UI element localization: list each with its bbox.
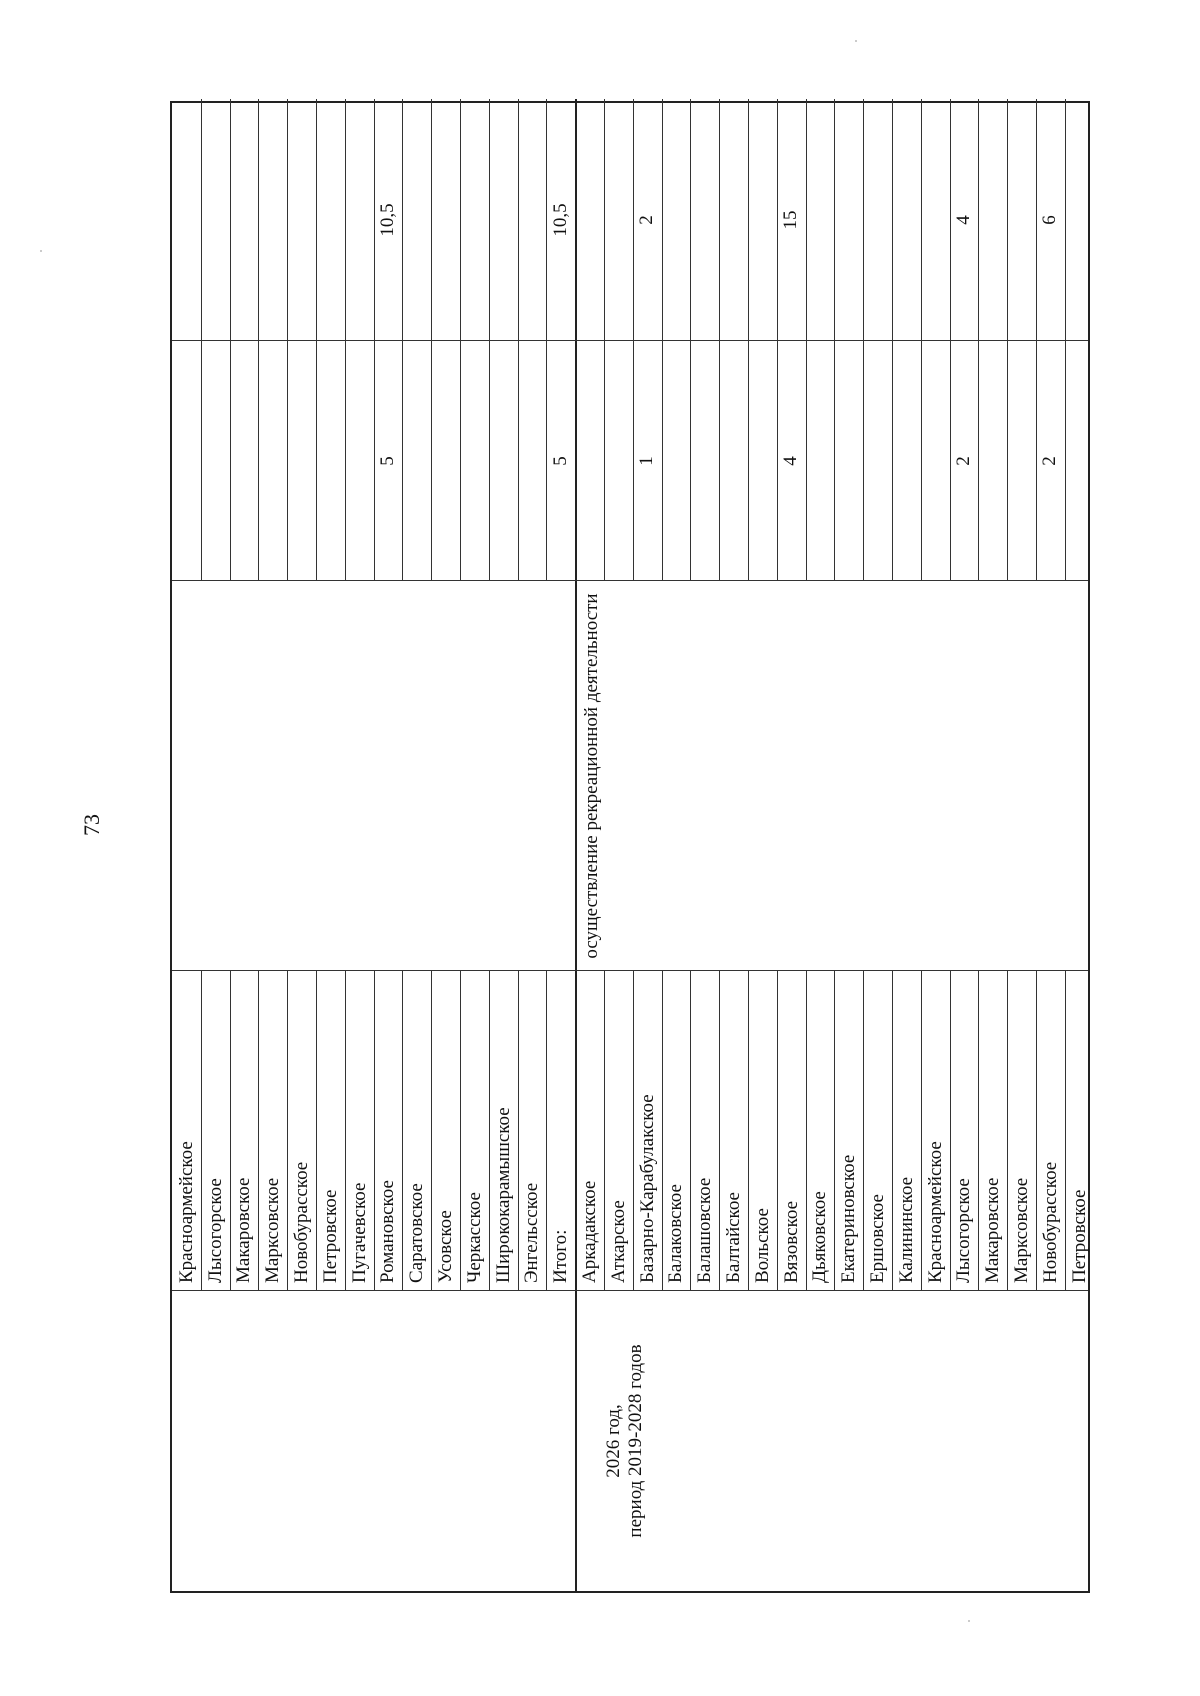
value-area xyxy=(978,99,1007,341)
column-divider xyxy=(172,1290,1088,1291)
district-name: Черкасское xyxy=(463,1192,485,1283)
value-area xyxy=(258,99,287,341)
value-count xyxy=(662,341,691,581)
value-area xyxy=(1007,99,1036,341)
row-divider xyxy=(518,971,519,1291)
row-divider xyxy=(201,971,202,1291)
value-count xyxy=(518,341,547,581)
value-count: 2 xyxy=(952,456,974,466)
value-area xyxy=(201,99,230,341)
district-name: Вольское xyxy=(751,1208,773,1283)
row-divider xyxy=(345,971,346,1291)
district-name: Красноармейское xyxy=(924,1141,946,1283)
value-area xyxy=(892,99,921,341)
value-area: 4 xyxy=(952,215,974,225)
value-area xyxy=(921,99,950,341)
data-table xyxy=(170,101,1090,1593)
row-divider xyxy=(431,971,432,1291)
column-divider xyxy=(172,340,1088,341)
row-divider xyxy=(460,971,461,1291)
row-divider xyxy=(834,971,835,1291)
value-area xyxy=(748,99,777,341)
value-count xyxy=(834,341,863,581)
value-count: 5 xyxy=(376,456,398,466)
district-name: Базарно-Карабулакское xyxy=(636,1094,658,1283)
value-area xyxy=(834,99,863,341)
value-area: 10,5 xyxy=(376,203,398,237)
value-area xyxy=(863,99,892,341)
row-divider xyxy=(287,971,288,1291)
district-name: Петровское xyxy=(1068,1189,1090,1283)
page-number: 73 xyxy=(79,814,104,836)
row-divider xyxy=(489,971,490,1291)
district-name: Балашовское xyxy=(694,1177,716,1283)
district-name: Пугачевское xyxy=(348,1182,370,1283)
row-divider xyxy=(806,971,807,1291)
scan-speck xyxy=(40,250,42,252)
value-area xyxy=(690,99,719,341)
district-name: Энгельсское xyxy=(521,1182,543,1283)
value-count xyxy=(978,341,1007,581)
district-name: Новобурасское xyxy=(1039,1161,1061,1283)
row-divider xyxy=(1065,971,1066,1291)
district-name: Марксовское xyxy=(1011,1177,1033,1283)
row-divider xyxy=(633,971,634,1291)
value-count: 2 xyxy=(1039,456,1061,466)
row-divider xyxy=(921,971,922,1291)
value-area xyxy=(431,99,460,341)
value-area xyxy=(460,99,489,341)
value-count xyxy=(806,341,835,581)
row-divider xyxy=(892,971,893,1291)
row-divider xyxy=(316,971,317,1291)
column-divider xyxy=(172,580,1088,581)
value-count xyxy=(172,341,201,581)
district-name: Петровское xyxy=(319,1189,341,1283)
value-count xyxy=(719,341,748,581)
column-divider xyxy=(172,970,1088,971)
value-area: 2 xyxy=(636,215,658,225)
value-area xyxy=(172,99,201,341)
value-count xyxy=(1065,341,1094,581)
row-divider xyxy=(748,971,749,1291)
row-divider xyxy=(719,971,720,1291)
row-divider xyxy=(374,971,375,1291)
value-area xyxy=(518,99,547,341)
value-area xyxy=(575,99,604,341)
value-count xyxy=(460,341,489,581)
value-area xyxy=(230,99,259,341)
district-name: Аркадакское xyxy=(579,1180,601,1283)
district-name: Макаровское xyxy=(233,1177,255,1283)
district-name: Марксовское xyxy=(262,1177,284,1283)
district-name: Ершовское xyxy=(867,1194,889,1283)
row-divider xyxy=(690,971,691,1291)
row-divider xyxy=(863,971,864,1291)
row-divider xyxy=(950,971,951,1291)
row-divider xyxy=(777,971,778,1291)
value-area xyxy=(604,99,633,341)
row-divider xyxy=(1036,971,1037,1291)
value-area xyxy=(662,99,691,341)
value-count xyxy=(575,341,604,581)
value-count: 4 xyxy=(780,456,802,466)
value-area xyxy=(287,99,316,341)
value-count xyxy=(863,341,892,581)
row-divider xyxy=(978,971,979,1291)
district-name: Новобурасское xyxy=(291,1161,313,1283)
row-divider xyxy=(546,971,547,1291)
value-count xyxy=(258,341,287,581)
value-area xyxy=(316,99,345,341)
value-area: 15 xyxy=(780,210,802,230)
period-cell: 2026 год, период 2019-2028 годов xyxy=(603,1344,647,1538)
row-divider xyxy=(662,971,663,1291)
row-divider xyxy=(258,971,259,1291)
value-area xyxy=(489,99,518,341)
district-name: Итого: xyxy=(550,1229,572,1283)
value-count xyxy=(1007,341,1036,581)
value-count xyxy=(921,341,950,581)
district-name: Лысогорское xyxy=(953,1178,975,1283)
district-name: Лысогорское xyxy=(204,1178,226,1283)
value-count: 5 xyxy=(549,456,571,466)
value-count xyxy=(402,341,431,581)
value-area xyxy=(345,99,374,341)
value-count xyxy=(316,341,345,581)
district-name: Вязовское xyxy=(780,1200,802,1283)
district-name: Саратовское xyxy=(406,1183,428,1283)
district-name: Калининское xyxy=(895,1176,917,1283)
value-count xyxy=(201,341,230,581)
value-area xyxy=(719,99,748,341)
district-name: Красноармейское xyxy=(175,1141,197,1283)
district-name: Дьяковское xyxy=(809,1191,831,1283)
value-count xyxy=(287,341,316,581)
value-count xyxy=(690,341,719,581)
activity-cell: осуществление рекреационной деятельности xyxy=(581,593,603,959)
scan-speck xyxy=(968,1620,970,1622)
value-area xyxy=(1065,99,1094,341)
value-area xyxy=(402,99,431,341)
value-area xyxy=(806,99,835,341)
row-divider xyxy=(1007,971,1008,1291)
value-area: 10,5 xyxy=(549,203,571,237)
district-name: Романовское xyxy=(377,1180,399,1283)
row-divider xyxy=(230,971,231,1291)
value-count xyxy=(345,341,374,581)
district-name: Ширококарамышское xyxy=(492,1107,514,1283)
value-area: 6 xyxy=(1039,215,1061,225)
row-divider xyxy=(402,971,403,1291)
row-divider xyxy=(604,971,605,1291)
district-name: Балтайское xyxy=(723,1192,745,1283)
district-name: Макаровское xyxy=(982,1177,1004,1283)
period-cell xyxy=(172,1291,575,1591)
activity-cell xyxy=(172,581,575,971)
district-name: Усовское xyxy=(435,1210,457,1283)
value-count xyxy=(748,341,777,581)
scan-speck xyxy=(855,40,857,42)
district-name: Аткарское xyxy=(607,1200,629,1283)
value-count xyxy=(230,341,259,581)
value-count xyxy=(604,341,633,581)
district-name: Екатериновское xyxy=(838,1154,860,1283)
value-count xyxy=(892,341,921,581)
value-count xyxy=(489,341,518,581)
value-count xyxy=(431,341,460,581)
value-count: 1 xyxy=(636,456,658,466)
district-name: Балаковское xyxy=(665,1184,687,1283)
